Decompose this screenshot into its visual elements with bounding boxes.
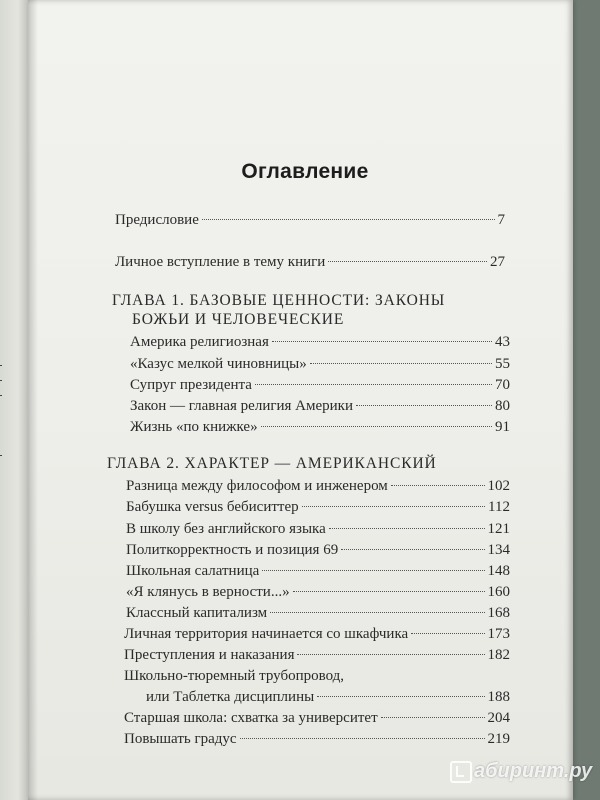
toc-entry bbox=[124, 731, 510, 748]
chapter-1-heading-line2: БОЖЬИ И ЧЕЛОВЕЧЕСКИЕ bbox=[132, 311, 345, 328]
leader-dots bbox=[270, 612, 484, 613]
labirint-logo-icon bbox=[450, 761, 472, 783]
watermark bbox=[450, 760, 592, 783]
toc-entry bbox=[124, 710, 510, 727]
entry-page: 112 bbox=[488, 499, 510, 515]
leader-dots bbox=[341, 549, 484, 550]
entry-label: Классный капитализм bbox=[126, 605, 268, 621]
entry-label: «Я клянусь в верности...» bbox=[126, 584, 290, 600]
entry-label: Супруг президента bbox=[130, 377, 252, 393]
left-page-mark bbox=[0, 365, 2, 366]
watermark-text: абиринт.ру bbox=[474, 760, 593, 782]
chapter-1-heading-line1: ГЛАВА 1. БАЗОВЫЕ ЦЕННОСТИ: ЗАКОНЫ bbox=[112, 292, 446, 309]
entry-label: Закон — главная религия Америки bbox=[130, 398, 354, 414]
entry-label: «Казус мелкой чиновницы» bbox=[130, 356, 307, 372]
left-page-mark bbox=[0, 395, 2, 396]
toc-entry bbox=[126, 478, 510, 495]
toc-entry bbox=[126, 521, 510, 538]
entry-label: Повышать градус bbox=[124, 731, 237, 747]
leader-dots bbox=[381, 717, 485, 718]
entry-page: 70 bbox=[495, 377, 510, 393]
entry-label: Жизнь «по книжке» bbox=[130, 419, 258, 435]
leader-dots bbox=[411, 633, 484, 634]
entry-label: Америка религиозная bbox=[130, 334, 269, 350]
toc-entry bbox=[126, 605, 510, 622]
toc-entry bbox=[126, 542, 510, 559]
toc-entry-preface bbox=[115, 212, 505, 229]
entry-page: 160 bbox=[487, 584, 510, 600]
leader-dots bbox=[317, 696, 484, 697]
entry-label: или Таблетка дисциплины bbox=[146, 689, 315, 705]
leader-dots bbox=[310, 363, 492, 364]
toc-entry bbox=[126, 584, 510, 601]
entry-page: 204 bbox=[487, 710, 510, 726]
chapter-2-heading: ГЛАВА 2. ХАРАКТЕР — АМЕРИКАНСКИЙ bbox=[107, 455, 437, 472]
entry-label: Бабушка versus бебиситтер bbox=[126, 499, 299, 515]
entry-page: 168 bbox=[487, 605, 510, 621]
entry-page: 80 bbox=[495, 398, 510, 414]
entry-label: Школьная салатница bbox=[126, 563, 260, 579]
leader-dots bbox=[328, 261, 487, 262]
entry-label: Старшая школа: схватка за университет bbox=[124, 710, 378, 726]
leader-dots bbox=[356, 405, 492, 406]
entry-page: 27 bbox=[490, 254, 505, 270]
toc-entry bbox=[130, 377, 510, 394]
entry-page: 55 bbox=[495, 356, 510, 372]
entry-page: 121 bbox=[487, 521, 510, 537]
page-gutter-shadow bbox=[28, 0, 38, 800]
toc-title: Оглавление bbox=[241, 160, 369, 183]
toc-entry bbox=[130, 356, 510, 373]
entry-label: Разница между философом и инженером bbox=[126, 478, 388, 494]
entry-page: 7 bbox=[497, 212, 505, 228]
entry-page: 219 bbox=[487, 731, 510, 747]
toc-entry bbox=[130, 419, 510, 436]
leader-dots bbox=[391, 485, 485, 486]
entry-label: Предисловие bbox=[115, 212, 199, 228]
entry-label: Личная территория начинается со шкафчика bbox=[124, 626, 409, 642]
toc-entry bbox=[124, 647, 510, 664]
left-page-edge bbox=[0, 0, 30, 800]
entry-page: 188 bbox=[487, 689, 510, 705]
toc-entry bbox=[130, 398, 510, 415]
entry-label: Личное вступление в тему книги bbox=[115, 254, 326, 270]
entry-label: Политкорректность и позиция 69 bbox=[126, 542, 339, 558]
leader-dots bbox=[329, 528, 485, 529]
entry-label: В школу без английского языка bbox=[126, 521, 326, 537]
toc-entry bbox=[126, 499, 510, 516]
leader-dots bbox=[255, 384, 492, 385]
entry-label: Школьно-тюремный трубопровод, bbox=[124, 668, 345, 684]
left-page-mark bbox=[0, 455, 2, 456]
leader-dots bbox=[293, 591, 485, 592]
entry-page: 134 bbox=[487, 542, 510, 558]
toc-entry bbox=[130, 334, 510, 351]
leader-dots bbox=[262, 570, 484, 571]
leader-dots bbox=[240, 738, 485, 739]
leader-dots bbox=[202, 219, 495, 220]
left-page-mark bbox=[0, 380, 2, 381]
leader-dots bbox=[261, 426, 492, 427]
leader-dots bbox=[297, 654, 484, 655]
entry-page: 102 bbox=[487, 478, 510, 494]
leader-dots bbox=[302, 506, 485, 507]
entry-page: 173 bbox=[487, 626, 510, 642]
toc-entry bbox=[126, 563, 510, 580]
entry-page: 148 bbox=[487, 563, 510, 579]
entry-page: 91 bbox=[495, 419, 510, 435]
toc-entry-intro bbox=[115, 254, 505, 271]
leader-dots bbox=[272, 341, 492, 342]
toc-entry bbox=[146, 689, 510, 706]
entry-page: 182 bbox=[487, 647, 510, 663]
entry-label: Преступления и наказания bbox=[124, 647, 295, 663]
toc-entry bbox=[124, 626, 510, 643]
entry-page: 43 bbox=[495, 334, 510, 350]
